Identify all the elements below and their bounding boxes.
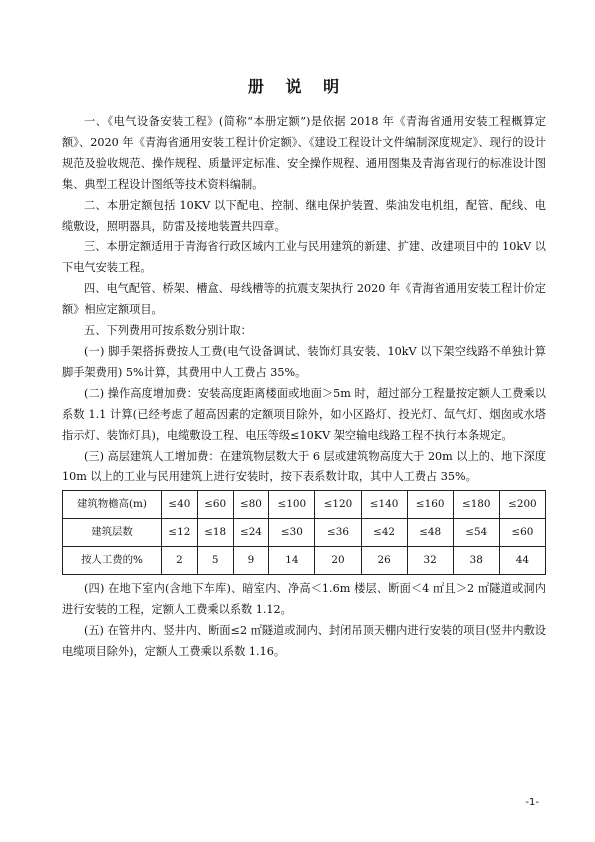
table-cell: ≤60 [499,519,545,547]
table-cell: ≤40 [162,491,198,519]
table-cell: 38 [453,547,499,575]
table-cell: ≤24 [233,519,269,547]
table-cell: 32 [407,547,453,575]
paragraph: (四) 在地下室内(含地下车库)、暗室内、净高＜1.6m 楼层、断面＜4 ㎡且＞2 ㎡隧道或洞内进行安装的工程，定额人工费乘以系数 1.12。 [62,582,546,617]
row-header: 建筑物檐高(m) [63,491,162,519]
coefficient-table [62,490,546,575]
table-cell: ≤18 [197,519,233,547]
table-cell: ≤100 [269,491,315,519]
document-body [62,112,546,663]
table-cell: 44 [499,547,545,575]
table-cell: 26 [361,547,407,575]
table-cell: ≤30 [269,519,315,547]
table-cell: 20 [315,547,361,575]
table-cell: ≤120 [315,491,361,519]
table-cell: ≤60 [197,491,233,519]
table-cell: ≤80 [233,491,269,519]
row-header: 建筑层数 [63,519,162,547]
table-cell: 2 [162,547,198,575]
paragraph: (二) 操作高度增加费：安装高度距离楼面或地面＞5m 时，超过部分工程量按定额人工费乘以系数 1.1 计算(已经考虑了超高因素的定额项目除外，如小区路灯、投光灯、氙气灯、烟囱或水塔指示灯、装饰灯具)，电缆敷设工程、电压等级≤10KV 架空输电线路工程不执行本条规定。 [62,386,546,442]
paragraph: (五) 在管井内、竖井内、断面≤2 ㎡隧道或洞内、封闭吊顶天棚内进行安装的项目(竖井内敷设电缆项目除外)，定额人工费乘以系数 1.16。 [62,624,546,659]
table-cell: 5 [197,547,233,575]
paragraph: 三、本册定额适用于青海省行政区域内工业与民用建筑的新建、扩建、改建项目中的 10kV 以下电气安装工程。 [62,240,546,275]
table-cell: 14 [269,547,315,575]
table-cell: ≤54 [453,519,499,547]
table-cell: ≤200 [499,491,545,519]
table-cell: ≤12 [162,519,198,547]
page-title: 册 说 明 [247,77,348,96]
table-cell: ≤140 [361,491,407,519]
table-cell: 9 [233,547,269,575]
table-row [63,519,546,547]
table-cell: ≤48 [407,519,453,547]
row-header: 按人工费的% [63,547,162,575]
paragraph: 二、本册定额包括 10KV 以下配电、控制、继电保护装置、柴油发电机组，配管、配线、电缆敷设，照明器具，防雷及接地装置共四章。 [62,198,546,233]
page-number: -1- [525,797,539,808]
table-cell: ≤36 [315,519,361,547]
table-cell: ≤42 [361,519,407,547]
table-row [63,491,546,519]
table-cell: ≤160 [407,491,453,519]
paragraph: 一、《电气设备安装工程》(简称“本册定额”)是依据 2018 年《青海省通用安装工程概算定额》、2020 年《青海省通用安装工程计价定额》、《建设工程设计文件编制深度规定》、现行的设计规范及验收规范、操作规程、质量评定标准、安全操作规程、通用图集及青海省现行的标准设计图集、典型工程设计图纸等技术资料编制。 [62,115,546,191]
table-cell: ≤180 [453,491,499,519]
paragraph: 四、电气配管、桥架、槽盒、母线槽等的抗震支架执行 2020 年《青海省通用安装工程计价定额》相应定额项目。 [62,282,546,317]
paragraph: 五、下列费用可按系数分别计取： [84,324,252,338]
table-row [63,547,546,575]
paragraph: (三) 高层建筑人工增加费：在建筑物层数大于 6 层或建筑物高度大于 20m 以上的、地下深度 10m 以上的工业与民用建筑上进行安装时，按下表系数计取，其中人工费占 35%。 [62,449,546,484]
paragraph: (一) 脚手架搭拆费按人工费(电气设备调试、装饰灯具安装、10kV 以下架空线路不单独计算脚手架费用) 5%计算，其费用中人工费占 35%。 [62,344,546,379]
